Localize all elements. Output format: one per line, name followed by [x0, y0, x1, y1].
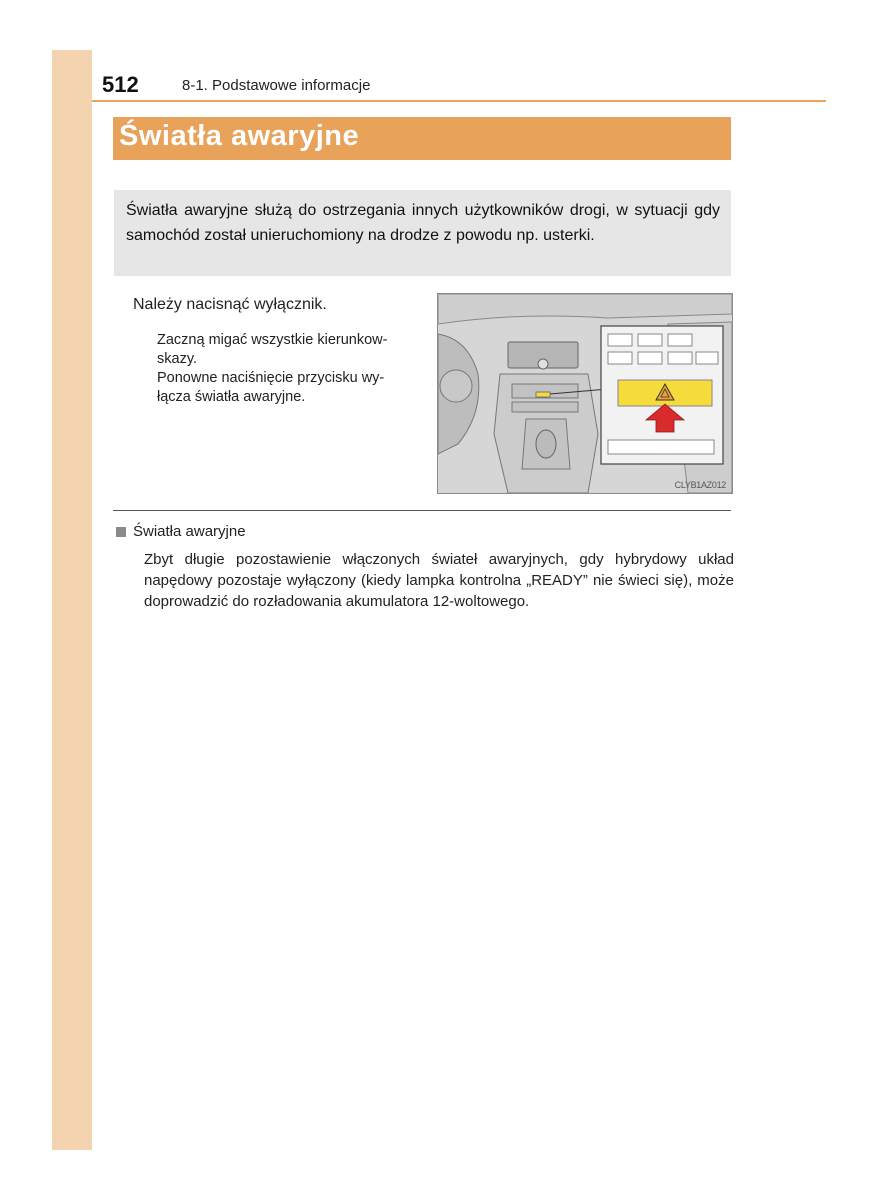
- step-result: [157, 331, 429, 407]
- intro-box: [114, 190, 731, 276]
- note-heading: Światła awaryjne: [133, 523, 246, 540]
- result-line: Ponowne naciśnięcie przycisku wy-: [157, 370, 385, 386]
- page-title: Światła awaryjne: [119, 120, 360, 152]
- step-instruction: Należy nacisnąć wyłącznik.: [133, 296, 327, 313]
- result-line: Zaczną migać wszystkie kierunkow-: [157, 332, 388, 348]
- dashboard-illustration: [437, 293, 733, 494]
- result-line: łącza światła awaryjne.: [157, 389, 306, 405]
- title-bar: [113, 117, 731, 160]
- note-body: Zbyt długie pozostawienie włączonych świateł awaryjnych, gdy hybrydowy układ napędowy pozostaje wyłączony (kiedy lampka kontrolna „READY” nie świeci się), może doprowadzić do rozładowania akumulatora 12-woltowego.: [144, 551, 734, 610]
- section-reference: 8-1. Podstawowe informacje: [182, 77, 371, 94]
- intro-text: Światła awaryjne służą do ostrzegania innych użytkowników drogi, w sytuacji gdy samochód został unieruchomiony na drodze z powodu np. usterki.: [126, 202, 720, 244]
- header-rule: [92, 100, 826, 102]
- figure-code: CLYB1AZ012: [674, 480, 726, 490]
- side-band: [52, 50, 92, 1150]
- square-bullet-icon: [116, 527, 126, 537]
- dashboard-drawing: [438, 294, 732, 493]
- result-line: skazy.: [157, 351, 198, 367]
- section-rule: [113, 510, 731, 511]
- page-number: 512: [102, 72, 139, 97]
